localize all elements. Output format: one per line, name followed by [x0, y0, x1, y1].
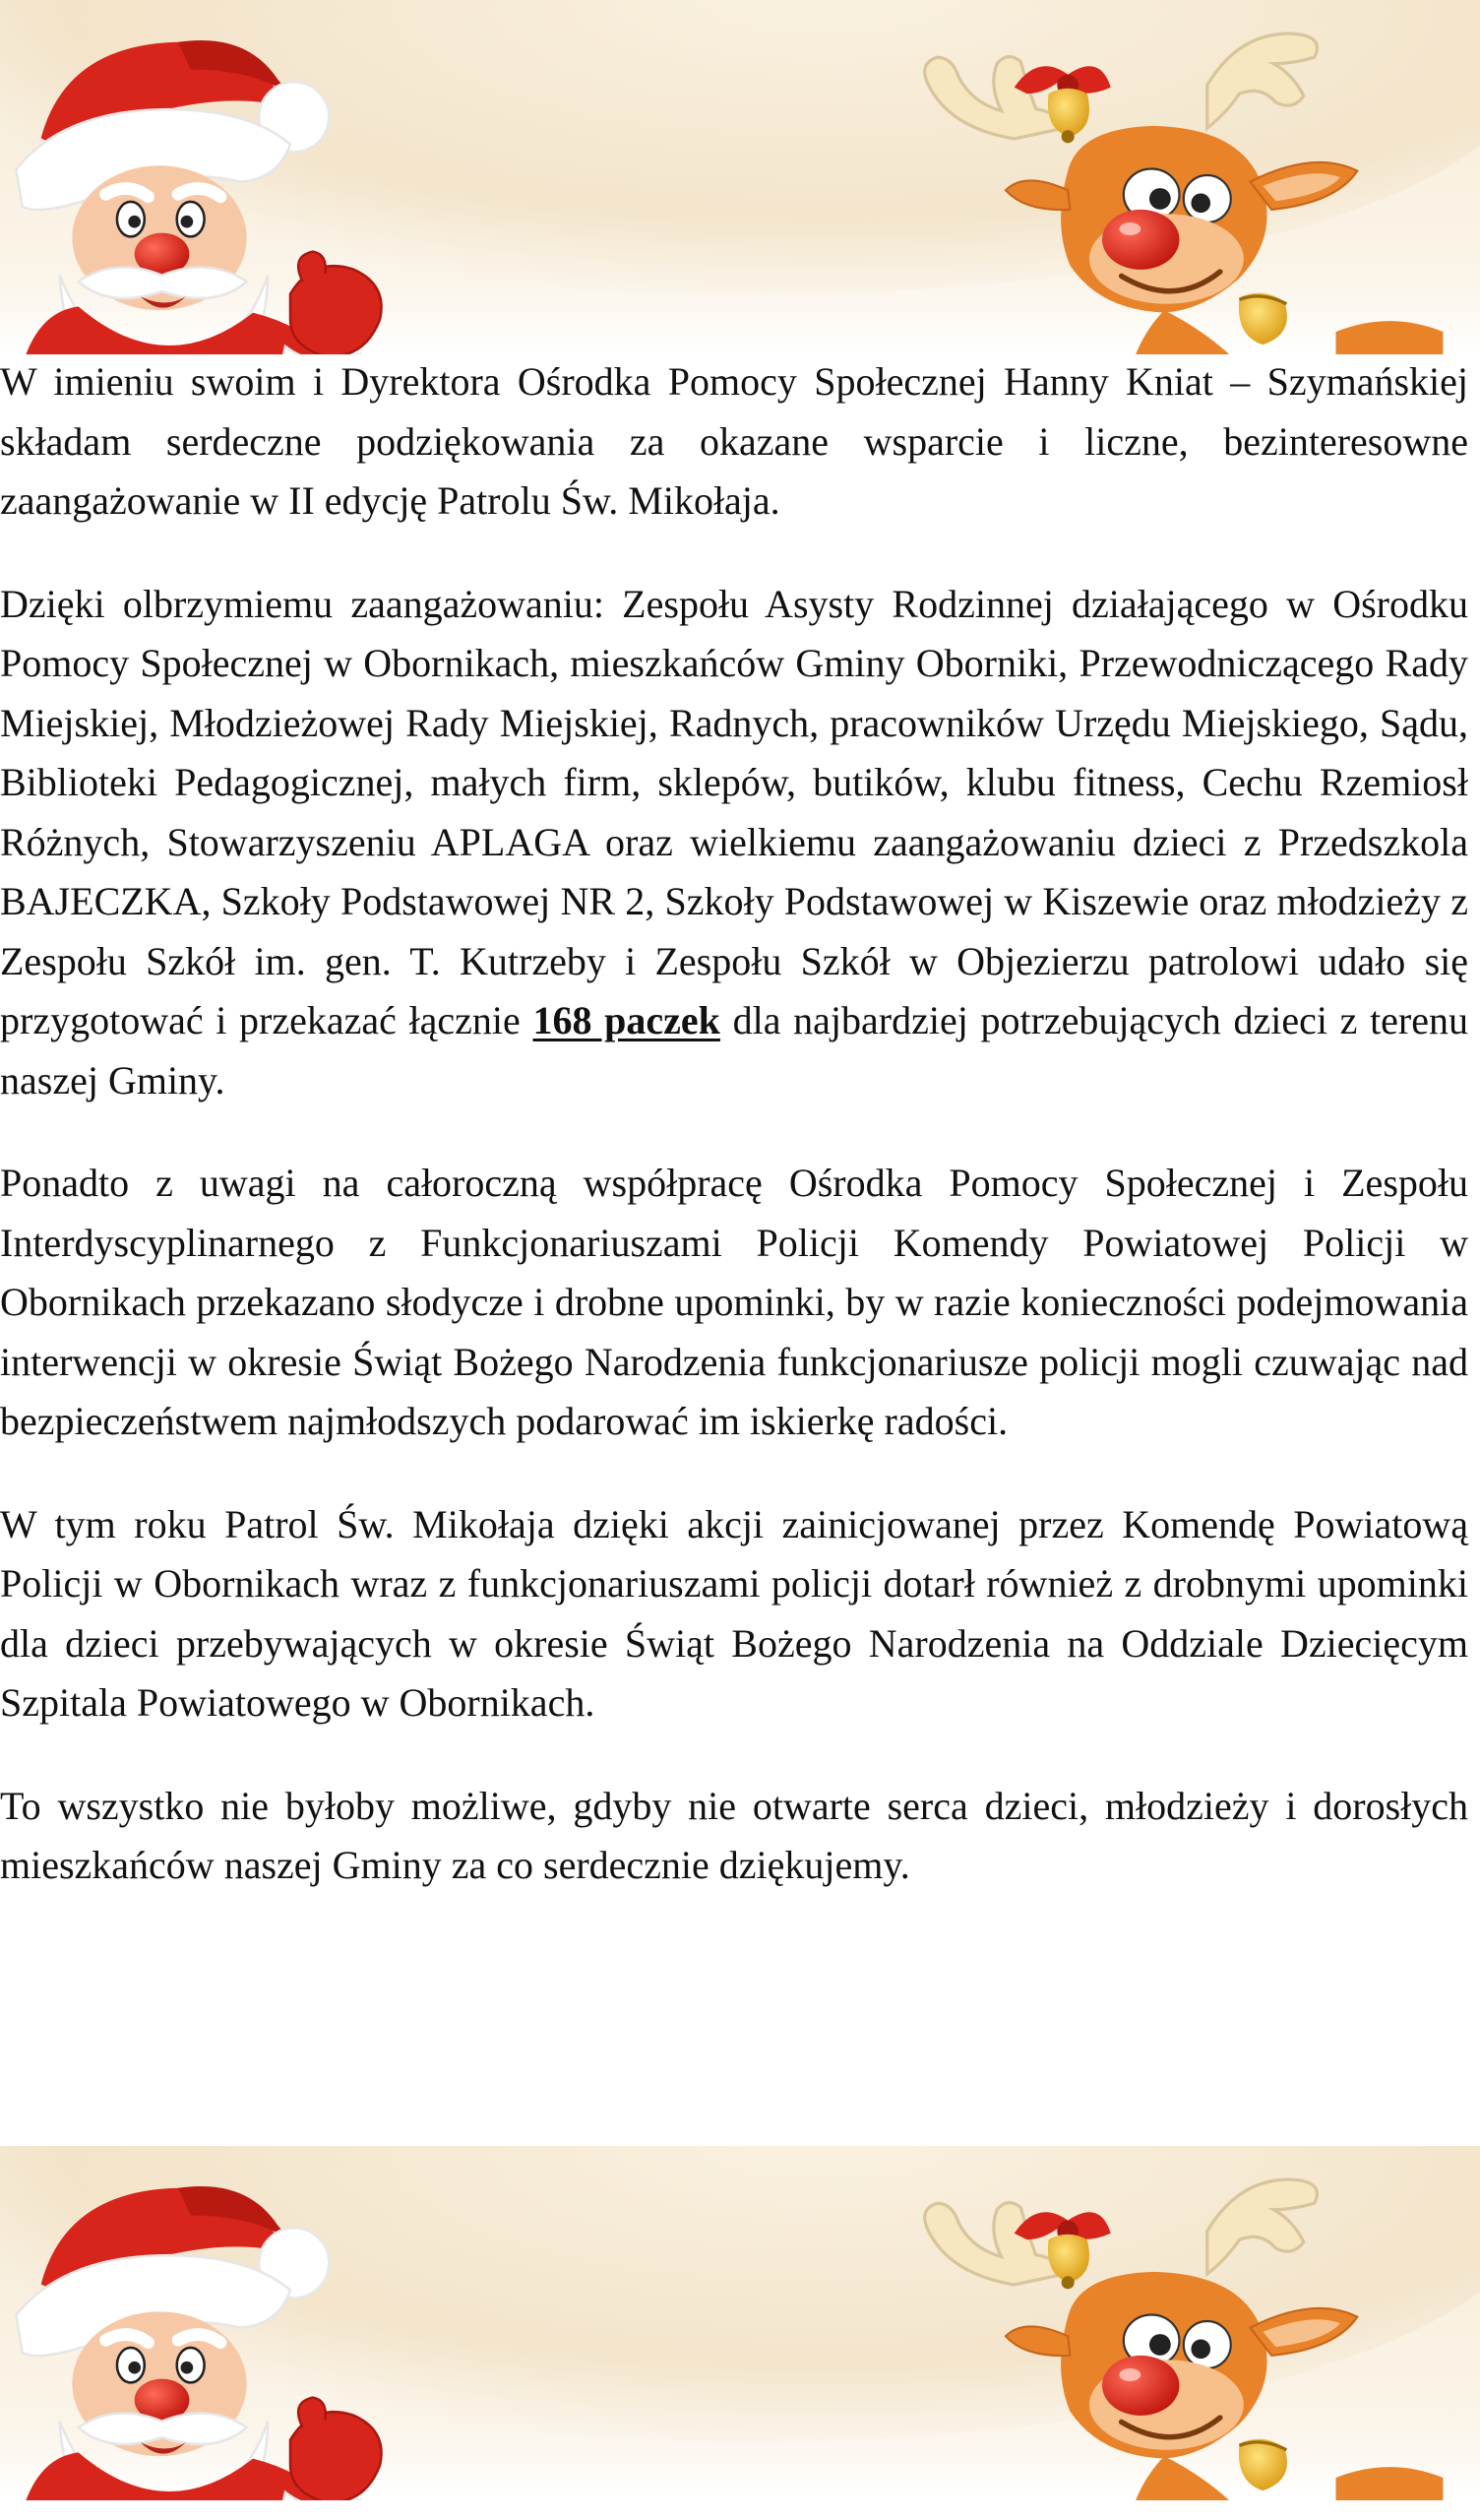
santa-claus-icon: [0, 20, 403, 354]
acknowledgements-text-end: dla najbardziej potrzebujących dzieci z terenu naszej Gminy.: [0, 998, 1469, 1102]
reindeer-icon: [886, 10, 1480, 354]
paragraph-hospital-visit: W tym roku Patrol Św. Mikołaja dzięki akcji zainicjowanej przez Komendę Powiatową Policji w Obornikach wraz z funkcjonariuszami policji dotarł również z drobnymi upominki dla dzieci przebywających w okresie Świąt Bożego Narodzenia na Oddziale Dziecięcym Szpitala Powiatowego w Obornikach.: [0, 1501, 1468, 1725]
paragraph-closing: To wszystko nie byłoby możliwe, gdyby nie otwarte serca dzieci, młodzieży i dorosłych mieszkańców naszej Gminy za co serdecznie dziękujemy.: [0, 1783, 1468, 1887]
paragraph-acknowledgements: [0, 575, 1468, 1111]
acknowledgements-text: Dzięki olbrzymiemu zaangażowaniu: Zespołu Asysty Rodzinnej działającego w Ośrodku Pomocy Społecznej w Obornikach, mieszkańców Gminy Oborniki, Przewodniczącego Rady Miejskiej, Młodzieżowej Rady Miejskiej, Radnych, pracowników Urzędu Miejskiego, Sądu, Biblioteki Pedagogicznej, małych firm, sklepów, butików, klubu fitness, Cechu Rzemiosł Różnych, Stowarzyszeniu APLAGA oraz wielkiemu zaangażowaniu dzieci z Przedszkola BAJECZKA, Szkoły Podstawowej NR 2, Szkoły Podstawowej w Kiszewie oraz młodzieży z Zespołu Szkół im. gen. T. Kutrzeby i Zespołu Szkół w Objezierzu patrolowi udało się przygotować i przekazać łącznie: [0, 581, 1468, 1042]
paragraph-police-cooperation: Ponadto z uwagi na całoroczną współpracę Ośrodka Pomocy Społecznej i Zespołu Interdyscyplinarnego z Funkcjonariuszami Policji Komendy Powiatowej Policji w Obornikach przekazano słodycze i drobne upominki, by w razie konieczności podejmowania interwencji w okresie Świąt Bożego Narodzenia funkcjonariusze policji mogli czuwając nad bezpieczeństwem najmłodszych podarować im iskierkę radości.: [0, 1161, 1468, 1443]
package-count: 168 paczek: [532, 998, 720, 1042]
santa-claus-icon: [0, 2166, 403, 2500]
bottom-banner: [0, 2146, 1480, 2500]
top-banner: [0, 0, 1480, 354]
reindeer-icon: [886, 2156, 1480, 2500]
paragraph-thanks: W imieniu swoim i Dyrektora Ośrodka Pomocy Społecznej Hanny Kniat – Szymańskiej składam serdeczne podziękowania za okazane wsparcie i liczne, bezinteresowne zaangażowanie w II edycję Patrolu Św. Mikołaja.: [0, 359, 1468, 523]
letter-body: [0, 352, 1468, 1939]
